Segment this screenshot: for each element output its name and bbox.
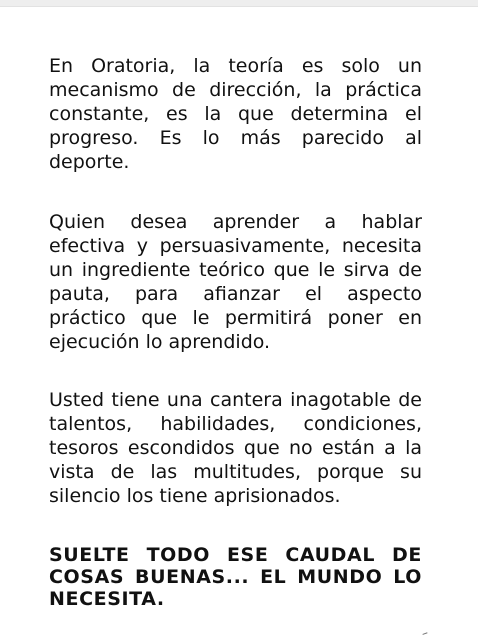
top-toolbar-edge <box>0 0 478 7</box>
paragraph-oratoria-theory: En Oratoria, la teoría es solo un mecanismo de dirección, la práctica constante, es la que determina el progreso. Es lo más parecido al deporte. <box>49 55 422 173</box>
reader-page[interactable] <box>49 54 422 610</box>
page-corner-mark <box>422 632 428 637</box>
closing-statement: SUELTE TODO ESE CAUDAL DE COSAS BUENAS... EL MUNDO LO NECESITA. <box>49 544 422 610</box>
paragraph-hidden-talents: Usted tiene una cantera inagotable de talentos, habilidades, condiciones, tesoros escondidos que no están a la vista de las multitudes, porque su silencio los tiene aprisionados. <box>49 389 422 507</box>
paragraph-persuasive-speaking: Quien desea aprender a hablar efectiva y persuasivamente, necesita un ingrediente teórico que le sirva de pauta, para afianzar el aspecto práctico que le permitirá poner en ejecución lo aprendido. <box>49 211 422 353</box>
